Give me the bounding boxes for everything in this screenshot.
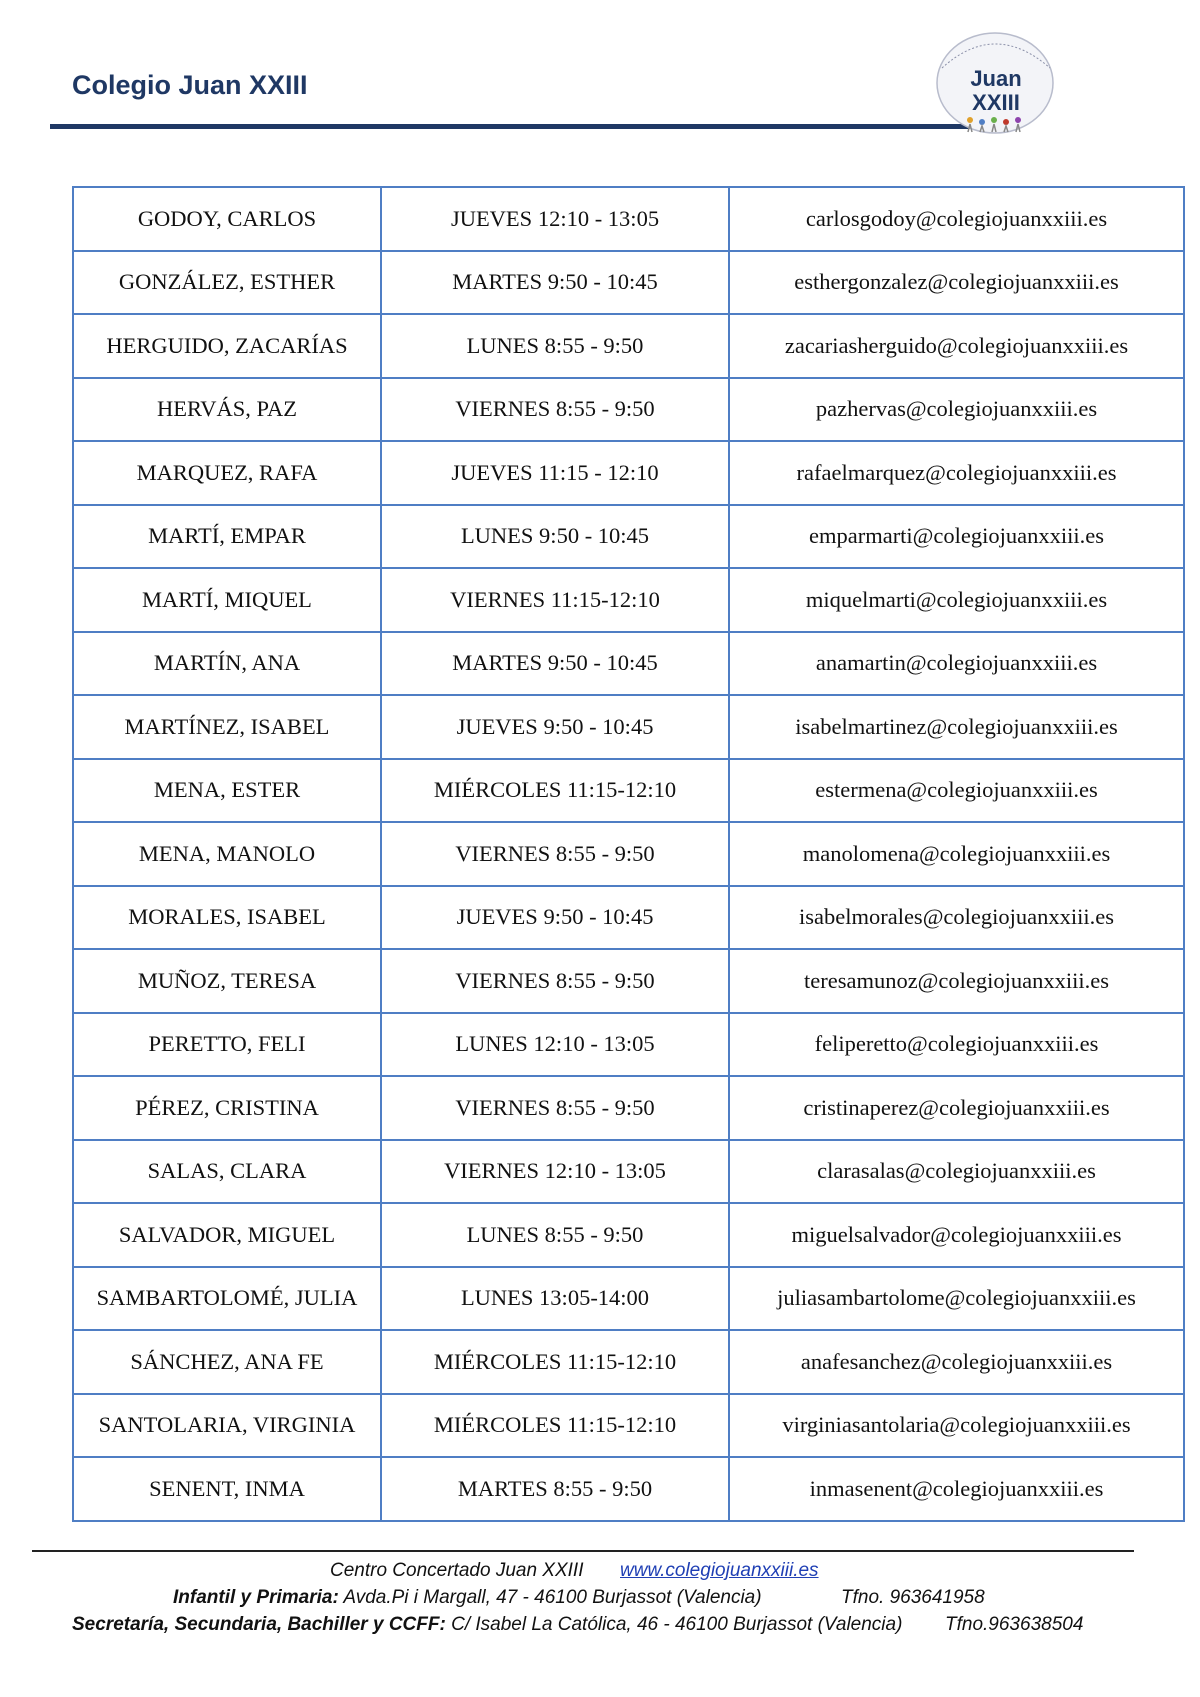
table-row xyxy=(73,759,1184,823)
logo-text-top: Juan xyxy=(970,66,1022,91)
header-divider xyxy=(50,124,990,129)
teacher-email: pazhervas@colegiojuanxxiii.es xyxy=(729,378,1184,442)
tutoring-schedule: JUEVES 9:50 - 10:45 xyxy=(381,886,729,950)
tutoring-schedule: MIÉRCOLES 11:15-12:10 xyxy=(381,1394,729,1458)
teacher-name: SALAS, CLARA xyxy=(73,1140,381,1204)
table-row xyxy=(73,1330,1184,1394)
tutoring-schedule: MIÉRCOLES 11:15-12:10 xyxy=(381,759,729,823)
teacher-email: teresamunoz@colegiojuanxxiii.es xyxy=(729,949,1184,1013)
table-row xyxy=(73,441,1184,505)
tutoring-schedule: LUNES 12:10 - 13:05 xyxy=(381,1013,729,1077)
teacher-name: SALVADOR, MIGUEL xyxy=(73,1203,381,1267)
teacher-email: isabelmorales@colegiojuanxxiii.es xyxy=(729,886,1184,950)
table-row xyxy=(73,505,1184,569)
tutoring-schedule: JUEVES 9:50 - 10:45 xyxy=(381,695,729,759)
tutoring-schedule: VIERNES 8:55 - 9:50 xyxy=(381,1076,729,1140)
table-row xyxy=(73,886,1184,950)
table-row xyxy=(73,1267,1184,1331)
table-row xyxy=(73,187,1184,251)
teacher-email: cristinaperez@colegiojuanxxiii.es xyxy=(729,1076,1184,1140)
footer-center-name: Centro Concertado Juan XXIII xyxy=(330,1560,584,1581)
teacher-email: miguelsalvador@colegiojuanxxiii.es xyxy=(729,1203,1184,1267)
teacher-email: anafesanchez@colegiojuanxxiii.es xyxy=(729,1330,1184,1394)
teacher-email: esthergonzalez@colegiojuanxxiii.es xyxy=(729,251,1184,315)
footer-primary-address: Avda.Pi i Margall, 47 - 46100 Burjassot (Valencia) xyxy=(343,1587,762,1608)
teacher-name: MUÑOZ, TERESA xyxy=(73,949,381,1013)
table-row xyxy=(73,314,1184,378)
tutoring-schedule: LUNES 8:55 - 9:50 xyxy=(381,314,729,378)
teacher-email: anamartin@colegiojuanxxiii.es xyxy=(729,632,1184,696)
teacher-email: estermena@colegiojuanxxiii.es xyxy=(729,759,1184,823)
teacher-name: MENA, ESTER xyxy=(73,759,381,823)
tutoring-schedule: MARTES 8:55 - 9:50 xyxy=(381,1457,729,1521)
teacher-email: juliasambartolome@colegiojuanxxiii.es xyxy=(729,1267,1184,1331)
table-row xyxy=(73,1457,1184,1521)
footer-primary-phone: Tfno. 963641958 xyxy=(841,1587,985,1608)
tutoring-schedule: LUNES 9:50 - 10:45 xyxy=(381,505,729,569)
teacher-email: zacariasherguido@colegiojuanxxiii.es xyxy=(729,314,1184,378)
teacher-name: MENA, MANOLO xyxy=(73,822,381,886)
teacher-name: PÉREZ, CRISTINA xyxy=(73,1076,381,1140)
tutoring-schedule: VIERNES 8:55 - 9:50 xyxy=(381,949,729,1013)
table-row xyxy=(73,822,1184,886)
footer-primary-label: Infantil y Primaria: xyxy=(173,1587,339,1608)
teacher-name: MARTÍ, EMPAR xyxy=(73,505,381,569)
table-row xyxy=(73,1013,1184,1077)
teacher-name: HERVÁS, PAZ xyxy=(73,378,381,442)
teacher-name: MARTÍ, MIQUEL xyxy=(73,568,381,632)
school-logo xyxy=(920,28,1065,143)
teacher-email: feliperetto@colegiojuanxxiii.es xyxy=(729,1013,1184,1077)
teacher-name: MORALES, ISABEL xyxy=(73,886,381,950)
teacher-email: rafaelmarquez@colegiojuanxxiii.es xyxy=(729,441,1184,505)
teacher-name: MARTÍN, ANA xyxy=(73,632,381,696)
footer-line-secondary xyxy=(72,1614,902,1636)
footer-line-primary xyxy=(173,1587,762,1609)
table-row xyxy=(73,568,1184,632)
tutoring-schedule: LUNES 8:55 - 9:50 xyxy=(381,1203,729,1267)
tutoring-schedule: VIERNES 8:55 - 9:50 xyxy=(381,822,729,886)
table-row xyxy=(73,1076,1184,1140)
teacher-name: SÁNCHEZ, ANA FE xyxy=(73,1330,381,1394)
table-row xyxy=(73,632,1184,696)
tutoring-schedule: MIÉRCOLES 11:15-12:10 xyxy=(381,1330,729,1394)
footer-website-link[interactable]: www.colegiojuanxxiii.es xyxy=(620,1560,819,1581)
tutoring-schedule: VIERNES 11:15-12:10 xyxy=(381,568,729,632)
table-row xyxy=(73,1394,1184,1458)
teacher-name: SENENT, INMA xyxy=(73,1457,381,1521)
tutoring-schedule: JUEVES 12:10 - 13:05 xyxy=(381,187,729,251)
footer-secondary-phone: Tfno.963638504 xyxy=(945,1614,1084,1635)
teacher-email: virginiasantolaria@colegiojuanxxiii.es xyxy=(729,1394,1184,1458)
tutoring-schedule: VIERNES 8:55 - 9:50 xyxy=(381,378,729,442)
tutoring-schedule: LUNES 13:05-14:00 xyxy=(381,1267,729,1331)
teacher-name: MARQUEZ, RAFA xyxy=(73,441,381,505)
footer-secondary-address: C/ Isabel La Católica, 46 - 46100 Burjassot (Valencia) xyxy=(451,1614,903,1635)
teacher-email: manolomena@colegiojuanxxiii.es xyxy=(729,822,1184,886)
page-title: Colegio Juan XXIII xyxy=(72,70,308,100)
table-row xyxy=(73,695,1184,759)
teacher-name: SAMBARTOLOMÉ, JULIA xyxy=(73,1267,381,1331)
table-row xyxy=(73,251,1184,315)
teacher-email: emparmarti@colegiojuanxxiii.es xyxy=(729,505,1184,569)
teacher-name: PERETTO, FELI xyxy=(73,1013,381,1077)
footer-secondary-label: Secretaría, Secundaria, Bachiller y CCFF: xyxy=(72,1614,446,1635)
table-row xyxy=(73,1140,1184,1204)
teacher-name: GONZÁLEZ, ESTHER xyxy=(73,251,381,315)
table-row xyxy=(73,378,1184,442)
teacher-name: HERGUIDO, ZACARÍAS xyxy=(73,314,381,378)
teacher-name: MARTÍNEZ, ISABEL xyxy=(73,695,381,759)
footer-divider xyxy=(32,1550,1134,1552)
teacher-email: inmasenent@colegiojuanxxiii.es xyxy=(729,1457,1184,1521)
logo-text-bottom: XXIII xyxy=(972,90,1020,115)
teacher-name: SANTOLARIA, VIRGINIA xyxy=(73,1394,381,1458)
table-row xyxy=(73,949,1184,1013)
tutoring-schedule: JUEVES 11:15 - 12:10 xyxy=(381,441,729,505)
teacher-email: isabelmartinez@colegiojuanxxiii.es xyxy=(729,695,1184,759)
tutoring-schedule: MARTES 9:50 - 10:45 xyxy=(381,632,729,696)
tutoring-schedule: MARTES 9:50 - 10:45 xyxy=(381,251,729,315)
tutoring-schedule: VIERNES 12:10 - 13:05 xyxy=(381,1140,729,1204)
table-row xyxy=(73,1203,1184,1267)
teacher-email: miquelmarti@colegiojuanxxiii.es xyxy=(729,568,1184,632)
teacher-email: clarasalas@colegiojuanxxiii.es xyxy=(729,1140,1184,1204)
teacher-email: carlosgodoy@colegiojuanxxiii.es xyxy=(729,187,1184,251)
teacher-schedule-table xyxy=(72,186,1164,1522)
teacher-name: GODOY, CARLOS xyxy=(73,187,381,251)
